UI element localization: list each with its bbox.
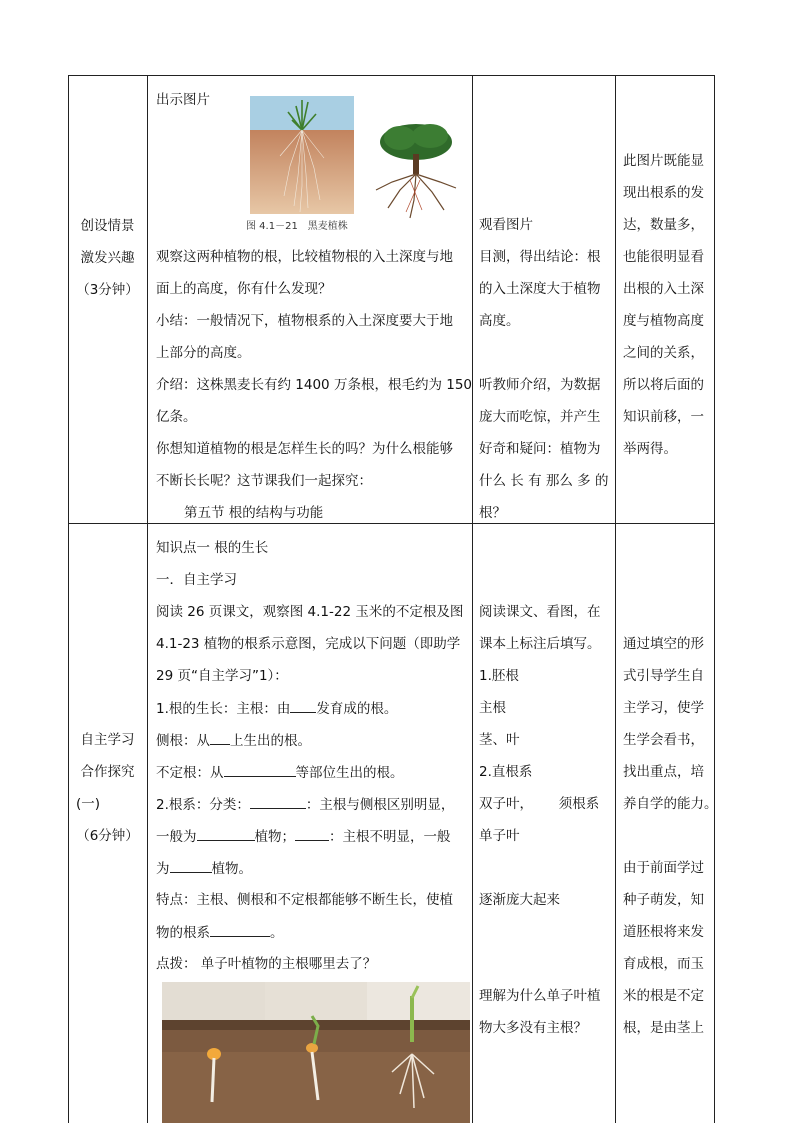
student-text: 茎、叶 xyxy=(479,732,520,748)
teacher-text: 你想知道植物的根是怎样生长的吗？为什么根能够 xyxy=(156,441,453,457)
intent-text: 由于前面学过 xyxy=(623,860,704,876)
fill-blank-text: 不定根：从 xyxy=(156,765,224,781)
intent-text: 举两得。 xyxy=(623,441,677,457)
teacher-text: 29 页“自主学习”1）： xyxy=(156,668,288,684)
teacher-text: 小结：一般情况下，植物根系的入土深度要大于地 xyxy=(156,313,453,329)
stage-label: 自主学习 xyxy=(80,732,135,748)
fill-blank-line xyxy=(156,924,284,941)
intent-text: 此图片既能显 xyxy=(623,153,704,169)
column-divider-3 xyxy=(615,75,616,1123)
blank-field[interactable] xyxy=(295,828,329,841)
teacher-text: 4.1-23 植物的根系示意图，完成以下问题（即助学 xyxy=(156,636,461,652)
blank-field[interactable] xyxy=(197,828,255,841)
show-picture-label: 出示图片 xyxy=(156,92,210,108)
intent-text: 通过填空的形 xyxy=(623,636,704,652)
student-text: 2.直根系 xyxy=(479,764,533,780)
student-text: 高度。 xyxy=(479,313,520,329)
fill-blank-text: 物的根系 xyxy=(156,925,210,941)
intent-text: 式引导学生自 xyxy=(623,668,704,684)
intent-text: 度与植物高度 xyxy=(623,313,704,329)
blank-field[interactable] xyxy=(224,764,296,777)
fill-blank-text: 一般为 xyxy=(156,829,197,845)
intent-text: 达，数量多， xyxy=(623,217,704,233)
fill-blank-line xyxy=(156,796,454,813)
teacher-text: 不断长长呢？这节课我们一起探究： xyxy=(156,473,372,489)
teacher-text: 上部分的高度。 xyxy=(156,345,251,361)
student-text: 什么 长 有 那么 多 的 xyxy=(479,473,609,489)
intent-text: 现出根系的发 xyxy=(623,185,704,201)
intent-text: 育成根，而玉 xyxy=(623,956,704,972)
rye-plant-figure xyxy=(250,96,354,214)
blank-field[interactable] xyxy=(250,796,306,809)
blank-field[interactable] xyxy=(210,732,230,745)
tree-roots-figure xyxy=(370,120,462,220)
column-divider-1 xyxy=(147,75,148,1123)
fill-blank-text: 发育成的根。 xyxy=(316,701,398,717)
intent-text: 种子萌发，知 xyxy=(623,892,704,908)
fill-blank-text: ：主根不明显，一般 xyxy=(329,829,451,845)
student-text: 观看图片 xyxy=(479,217,533,233)
intent-text: 找出重点，培 xyxy=(623,764,704,780)
fill-blank-text: 1.根的生长：主根：由 xyxy=(156,701,291,717)
stage-label: (一) xyxy=(75,796,101,812)
table-right-border xyxy=(714,75,715,1123)
knowledge-point-title: 知识点一 根的生长 xyxy=(156,540,269,556)
fill-blank-text: 植物； xyxy=(254,829,295,845)
fill-blank-text: 侧根：从 xyxy=(156,733,210,749)
column-divider-2 xyxy=(472,75,473,1123)
fill-blank-line xyxy=(156,764,404,781)
fill-blank-text: 2.根系：分类： xyxy=(156,797,250,813)
subsection-title: 一．自主学习 xyxy=(156,572,237,588)
student-text: 目测，得出结论：根 xyxy=(479,249,601,265)
student-text: 1.胚根 xyxy=(479,668,519,684)
row-divider xyxy=(68,523,715,524)
teacher-text: 面上的高度，你有什么发现？ xyxy=(156,281,332,297)
stage-duration: （6分钟） xyxy=(76,828,139,844)
student-text: 阅读课文、看图，在 xyxy=(479,604,601,620)
fill-blank-text: 植物。 xyxy=(211,861,252,877)
stage-duration: （3分钟） xyxy=(76,282,139,298)
section-title: 第五节 根的结构与功能 xyxy=(184,505,324,521)
teacher-text: 介绍：这株黑麦长有约 1400 万条根，根毛约为 150 xyxy=(156,377,472,393)
teacher-text: 特点：主根、侧根和不定根都能够不断生长，使植 xyxy=(156,892,453,908)
student-text: 主根 xyxy=(479,700,506,716)
intent-text: 养自学的能力。 xyxy=(623,796,718,812)
blank-field[interactable] xyxy=(290,700,316,713)
student-text: 好奇和疑问：植物为 xyxy=(479,441,601,457)
blank-field[interactable] xyxy=(170,860,212,873)
student-text: 单子叶 xyxy=(479,828,520,844)
fill-blank-text: ：主根与侧根区别明显， xyxy=(305,797,455,813)
intent-text: 之间的关系， xyxy=(623,345,704,361)
fill-blank-line xyxy=(156,828,451,845)
intent-text: 所以将后面的 xyxy=(623,377,704,393)
student-text: 根？ xyxy=(479,505,506,521)
student-text: 的入土深度大于植物 xyxy=(479,281,601,297)
blank-field[interactable] xyxy=(210,924,270,937)
intent-text: 出根的入土深 xyxy=(623,281,704,297)
fill-blank-text: 。 xyxy=(270,925,284,941)
hint-text: 点拨： 单子叶植物的主根哪里去了？ xyxy=(156,956,377,972)
student-text: 课本上标注后填写。 xyxy=(479,636,601,652)
fill-blank-line xyxy=(156,860,252,877)
fill-blank-line xyxy=(156,700,397,717)
student-text: 庞大而吃惊，并产生 xyxy=(479,409,601,425)
intent-text: 主学习，使学 xyxy=(623,700,704,716)
intent-text: 根，是由茎上 xyxy=(623,1020,704,1036)
stage-label: 激发兴趣 xyxy=(80,250,135,266)
intent-text: 也能很明显看 xyxy=(623,249,704,265)
student-text: 听教师介绍，为数据 xyxy=(479,377,601,393)
teacher-text: 亿条。 xyxy=(156,409,197,425)
student-text: 双子叶， 须根系 xyxy=(479,796,600,812)
intent-text: 道胚根将来发 xyxy=(623,924,704,940)
stage-label: 创设情景 xyxy=(80,218,135,234)
stage-label: 合作探究 xyxy=(80,764,135,780)
intent-text: 生学会看书， xyxy=(623,732,704,748)
intent-text: 米的根是不定 xyxy=(623,988,704,1004)
table-top-border xyxy=(68,75,715,76)
figure-caption: 图 4.1－21 黑麦植株 xyxy=(246,221,348,232)
teacher-text: 阅读 26 页课文，观察图 4.1-22 玉米的不定根及图 xyxy=(156,604,464,620)
teacher-text: 观察这两种植物的根，比较植物根的入土深度与地 xyxy=(156,249,453,265)
student-text: 逐渐庞大起来 xyxy=(479,892,560,908)
fill-blank-line xyxy=(156,732,311,749)
fill-blank-text: 为 xyxy=(156,861,170,877)
student-text: 物大多没有主根？ xyxy=(479,1020,587,1036)
student-text: 理解为什么单子叶植 xyxy=(479,988,601,1004)
intent-text: 知识前移，一 xyxy=(623,409,704,425)
corn-seedling-photos xyxy=(162,982,470,1123)
row1-stage-cell xyxy=(68,210,147,306)
fill-blank-text: 上生出的根。 xyxy=(230,733,311,749)
fill-blank-text: 等部位生出的根。 xyxy=(295,765,404,781)
